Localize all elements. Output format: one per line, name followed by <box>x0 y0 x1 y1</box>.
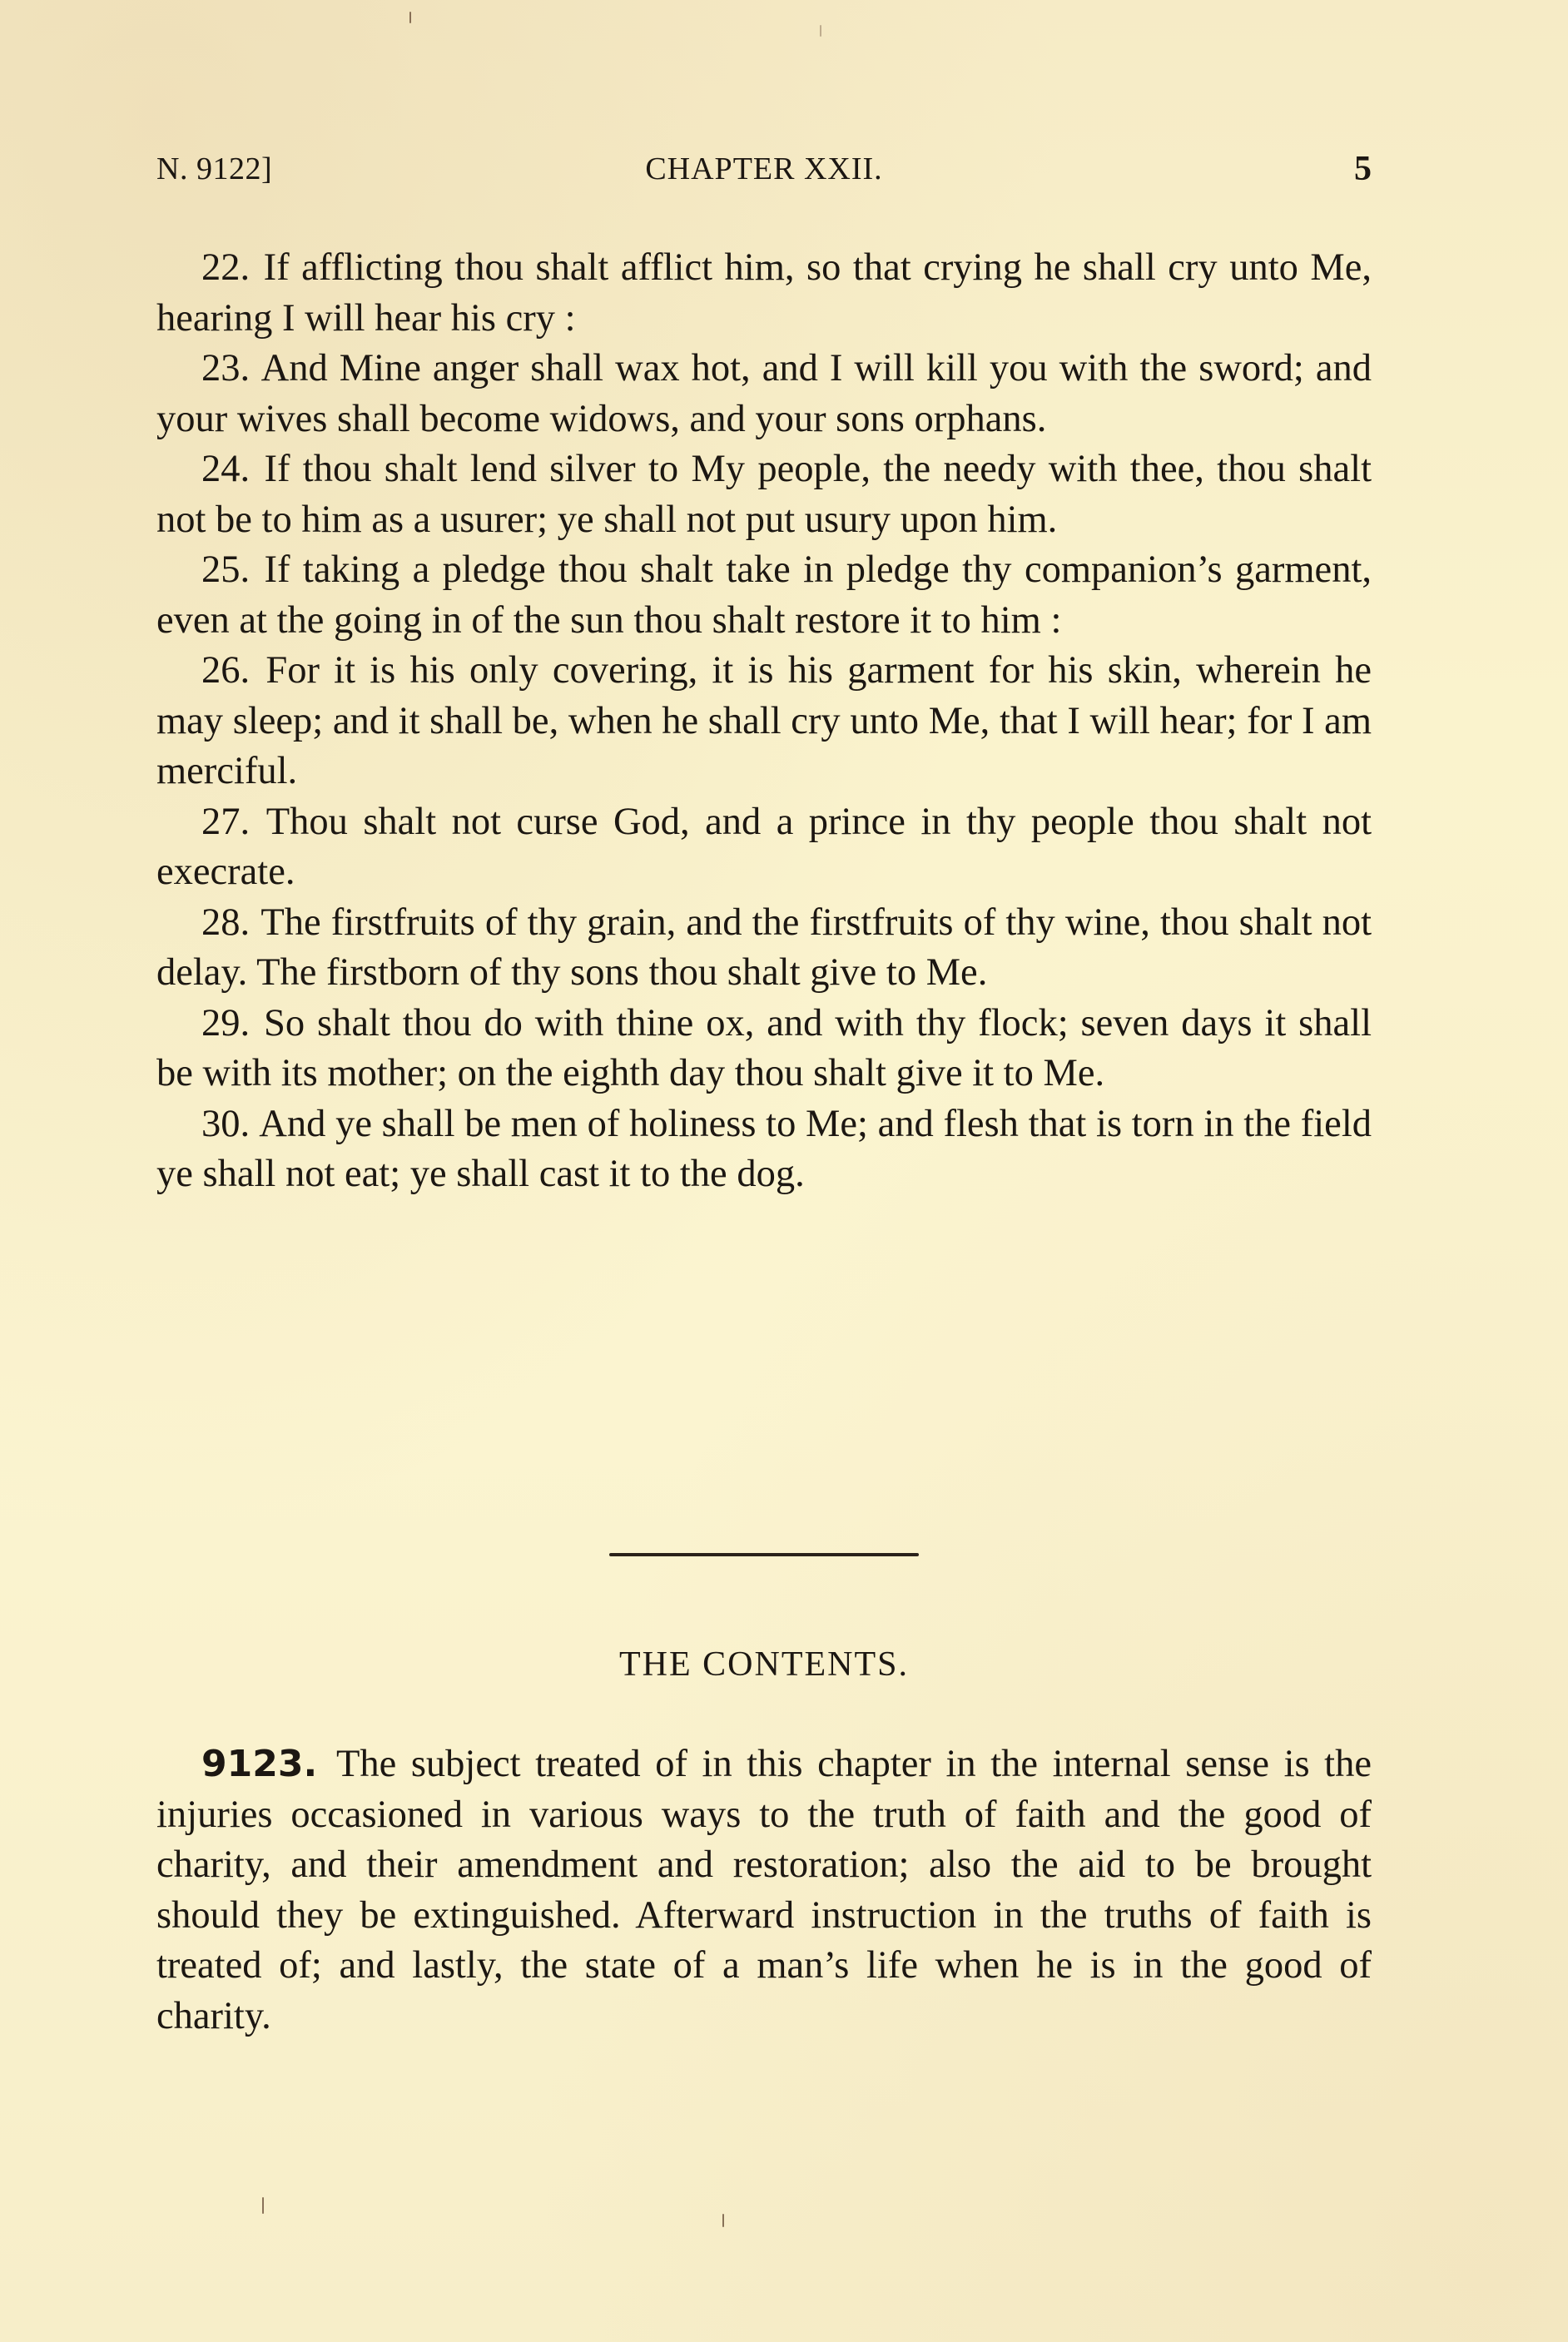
verse <box>156 444 1372 545</box>
section-divider <box>609 1553 919 1556</box>
verse-list <box>156 243 1372 1200</box>
paper-speck <box>262 2197 264 2214</box>
verse-number: 26. <box>201 649 251 692</box>
chapter-title: CHAPTER XXII. <box>645 151 883 186</box>
section-reference: N. 9122] <box>156 151 273 186</box>
verse-text: Thou shalt not curse God, and a prince in thy people thou shalt not execrate. <box>156 800 1372 893</box>
verse-number: 24. <box>201 448 251 490</box>
verse-text: And ye shall be men of holiness to Me; and flesh that is torn in the field ye shall not eat; ye shall cast it to the dog. <box>156 1102 1372 1195</box>
verse <box>156 344 1372 444</box>
verse <box>156 999 1372 1099</box>
verse <box>156 1099 1372 1200</box>
paragraph-number: 9123. <box>201 1743 318 1785</box>
verse-text: And Mine anger shall wax hot, and I will kill you with the sword; and your wives shall become widows, and your sons orphans. <box>156 347 1372 440</box>
verse-number: 23. <box>201 347 251 390</box>
verse-text: If thou shalt lend silver to My people, the needy with thee, thou shalt not be to him as a usurer; ye shall not put usury upon him. <box>156 448 1372 541</box>
verse-text: If taking a pledge thou shalt take in pledge thy companion’s garment, even at the going in of the sun thou shalt restore it to him : <box>156 548 1372 642</box>
paper-speck <box>409 12 411 23</box>
paragraph-text: The subject treated of in this chapter in the internal sense is the injuries occasioned in various ways to the truth of faith and the good of charity, and their amendment and restoration; also the aid to be brought should they be extinguished. Afterward instruction in the truths of faith is treated of; and lastly, the state of a man’s life when he is in the good of charity. <box>156 1743 1372 2037</box>
paper-speck <box>820 25 821 37</box>
page-number: 5 <box>1354 150 1372 188</box>
paper-speck <box>722 2214 724 2227</box>
verse <box>156 243 1372 344</box>
verse-number: 22. <box>201 246 251 289</box>
verse-number: 30. <box>201 1102 251 1145</box>
contents-paragraph <box>156 1739 1372 2042</box>
verse-number: 29. <box>201 1001 251 1044</box>
verse-number: 28. <box>201 901 251 944</box>
verse <box>156 646 1372 797</box>
verse <box>156 797 1372 898</box>
verse-number: 27. <box>201 800 251 843</box>
verse-text: So shalt thou do with thine ox, and with thy flock; seven days it shall be with its mother; on the eighth day thou shalt give it to Me. <box>156 1001 1372 1094</box>
verse <box>156 545 1372 646</box>
verse-text: The firstfruits of thy grain, and the firstfruits of thy wine, thou shalt not delay. The firstborn of thy sons thou shalt give to Me. <box>156 901 1372 994</box>
verse <box>156 898 1372 999</box>
running-head <box>156 148 1372 190</box>
contents-heading: THE CONTENTS. <box>619 1645 909 1684</box>
verse-text: For it is his only covering, it is his garment for his skin, wherein he may sleep; and it shall be, when he shall cry unto Me, that I will hear; for I am merciful. <box>156 649 1372 792</box>
verse-text: If afflicting thou shalt afflict him, so that crying he shall cry unto Me, hearing I will hear his cry : <box>156 246 1372 340</box>
verse-number: 25. <box>201 548 251 591</box>
